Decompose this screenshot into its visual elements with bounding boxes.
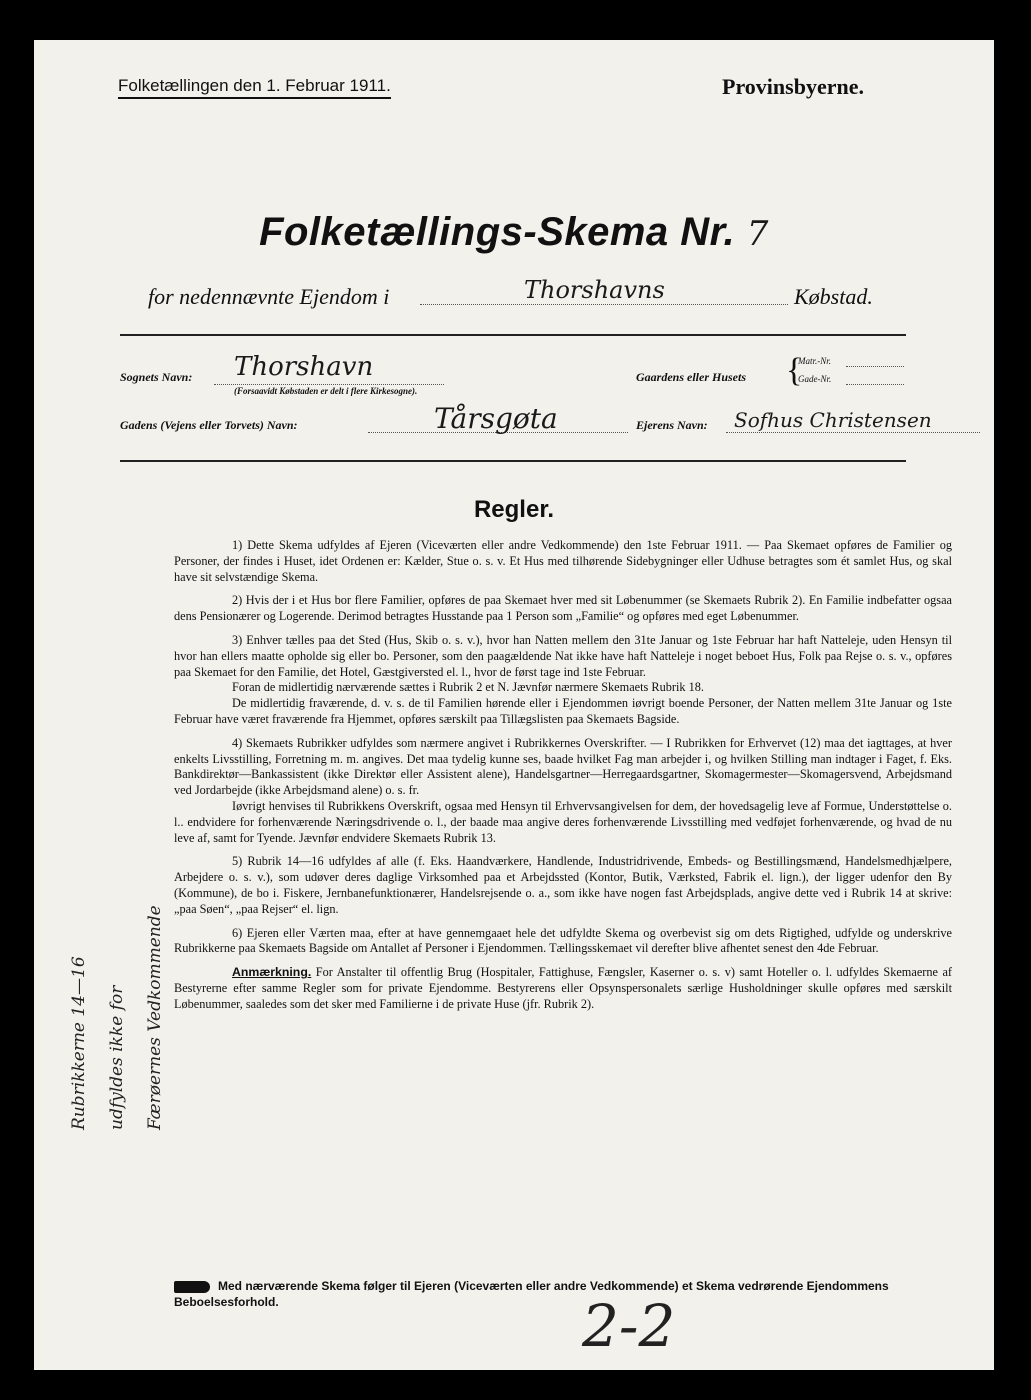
note-label: Anmærkning. bbox=[232, 965, 312, 980]
rule-paragraph-3c: De midlertidig fraværende, d. v. s. de til Familien hørende eller i Ejendommen iøvrigt boende Personer, der Natten mellem 31te Januar og 1ste Februar have været fraværende fra Hjemmet, opføres særskilt paa Tillægslisten paa Skemaets Bagside. bbox=[174, 696, 952, 726]
gade-label: Gade-Nr. bbox=[798, 374, 832, 384]
footer-text: Med nærværende Skema følger til Ejeren (Viceværten eller andre Vedkommende) et Skema vedrørende Ejendommens Beboelsesforhold. bbox=[174, 1279, 889, 1309]
rule-paragraph-1: 1) Dette Skema udfyldes af Ejeren (Viceværten eller andre Vedkommende) den 1ste Februar 1911. — Paa Skemaet opføres de Familier og Personer, der findes i Huset, idet Ordenen er: Kælder, Stue o. s. v. Et Hus med tilhørende Sidebygninger eller Udhuse betragtes som ét samlet Hus, og skal have sit selvstændige Skema. bbox=[174, 538, 952, 584]
owner-dotline bbox=[726, 432, 980, 433]
footer-note bbox=[174, 1278, 914, 1310]
region-header: Provinsbyerne. bbox=[722, 74, 864, 99]
pointing-hand-icon bbox=[174, 1281, 210, 1293]
side-note-line-1: Rubrikkerne 14—16 bbox=[69, 956, 89, 1130]
census-date-header: Folketællingen den 1. Februar 1911. bbox=[118, 76, 391, 99]
property-prefix: for nedennævnte Ejendom i bbox=[148, 284, 390, 309]
side-note-line-3: Færøernes Vedkommende bbox=[145, 905, 165, 1130]
rule-paragraph-3b: Foran de midlertidig nærværende sættes i Rubrik 2 et N. Jævnfør nærmere Skemaets Rubrik 18. bbox=[232, 680, 705, 695]
owner-label: Ejerens Navn: bbox=[636, 418, 708, 432]
town-value: Thorshavns bbox=[524, 276, 665, 304]
note-text: For Anstalter til offentlig Brug (Hospitaler, Fattighuse, Fængsler, Kaserner o. s. v) samt Hoteller o. l. udfyldes Skemaerne af Bestyrerne efter samme Regler som for private Ejendomme. Bestyrerens eller Opsynspersonalets særlige Husholdninger skulle opføres med særskilt Løbenummer, saaledes som det sker med Familierne i de private Huse (jfr. Rubrik 2). bbox=[174, 965, 953, 1011]
rule-paragraph-4: 4) Skemaets Rubrikker udfyldes som nærmere angivet i Rubrikkernes Overskrifter. — I Rubrikken for Erhvervet (12) maa det iagttages, at hver enkelts Livsstilling, Forretning m. m. angives. Det maa tydelig kunne ses, baade hvilket Fag man arbejder i, og hvilken Stilling man indtager i Faget, f. Eks. Bankdirektør—Bankassistent (ikke Direktør eller Assistent alene), Handelsgartner—Herregaardsgartner, Skomagermester—Skomagersvend, Arbejdsmand ved Jordarbejde (ikke Arbejdsmand alene) o. s. fr. bbox=[174, 735, 952, 798]
rule-paragraph-6: 6) Ejeren eller Værten maa, efter at have gennemgaaet hele det udfyldte Skema og overbevist sig om dets Rigtighed, udfylde og underskrive Rubrikkerne paa Skemaets Bagside om Antallet af Personer i Ejendommen. Tællingsskemaet vil derefter blive afhentet senest den 4de Februar. bbox=[174, 925, 952, 956]
matr-dotline bbox=[846, 366, 904, 367]
form-number: 7 bbox=[746, 214, 769, 254]
form-title bbox=[34, 210, 994, 255]
rules-body bbox=[174, 538, 952, 1021]
street-label: Gadens (Vejens eller Torvets) Navn: bbox=[120, 418, 298, 432]
divider-top bbox=[120, 334, 906, 336]
divider-bottom bbox=[120, 460, 906, 462]
rule-paragraph-3: 3) Enhver tælles paa det Sted (Hus, Skib o. s. v.), hvor han Natten mellem den 31te Januar og 1ste Februar har haft Natteleje, uden Hensyn til hvor han ellers maatte opholde sig eller bo. Personer, som den paagældende Nat ikke have haft Natteleje i noget beboet Hus, Folk paa Rejse o. s. v., opføres paa Skemaet for den Familie, det Hotel, Gæstgiversted el. l., hvor de først tage ind 1ste Februar. bbox=[174, 632, 952, 679]
census-form-page bbox=[34, 40, 994, 1370]
parish-note: (Forsaavidt Købstaden er delt i flere Kirkesogne). bbox=[234, 386, 418, 396]
handwritten-page-number: 2-2 bbox=[582, 1292, 676, 1360]
rule-paragraph-5: 5) Rubrik 14—16 udfyldes af alle (f. Eks. Haandværkere, Handlende, Industridrivende, Embeds- og Bestillingsmænd, Handelsmedhjælpere, Arbejdere o. s. v.), som udøver deres daglige Virksomhed paa et Arbejdssted (Kontor, Butik, Værksted, Fabrik el. lign.), der ligger udenfor den By (Kommune), de bo i. Fiskere, Jernbanefunktionærer, Handelsrejsende o. a., som ikke have nogen fast Arbejdsplads, angive dette ved i Rubrik 14 at skrive: „paa Søen“, „paa Rejser“ el. lign. bbox=[174, 854, 952, 916]
rule-paragraph-4b: Iøvrigt henvises til Rubrikkens Overskrift, ogsaa med Hensyn til Erhvervsangivelsen for dem, der hovedsagelig leve af Formue, Understøttelse o. l.. endvidere for forhenværende Næringsdrivende o. l., der baade maa angive deres forhenværende Livsstilling med vedføjet forhenværende, og hvad de nu leve af, samt for Tyende. Jævnfør endvidere Skemaets Rubrik 13. bbox=[174, 798, 952, 845]
house-brace: { bbox=[786, 352, 803, 389]
owner-value: Sofhus Christensen bbox=[734, 408, 932, 432]
rule-paragraph-2: 2) Hvis der i et Hus bor flere Familier, opføres de paa Skemaet hver med sit Løbenummer (se Skemaets Rubrik 2). En Familie indbefatter ogsaa dens Pensionærer og Logerende. Derimod betragtes Husstande paa 1 Person som „Familie“ og opføres med eget Løbenummer. bbox=[174, 593, 952, 624]
handwritten-side-note bbox=[60, 905, 174, 1130]
parish-label: Sognets Navn: bbox=[120, 370, 193, 384]
house-label: Gaardens eller Husets bbox=[636, 370, 747, 384]
property-suffix: Købstad. bbox=[794, 284, 873, 309]
town-dotline bbox=[420, 304, 788, 305]
parish-value: Thorshavn bbox=[234, 352, 374, 382]
rules-note bbox=[174, 965, 952, 1012]
street-value: Tårsgøta bbox=[434, 402, 558, 435]
side-note-line-2: udfyldes ikke for bbox=[107, 985, 127, 1130]
gade-dotline bbox=[846, 384, 904, 385]
matr-label: Matr.-Nr. bbox=[798, 356, 832, 366]
form-title-text: Folketællings-Skema Nr. bbox=[259, 210, 736, 254]
parish-dotline bbox=[214, 384, 444, 385]
rules-title: Regler. bbox=[473, 496, 555, 523]
